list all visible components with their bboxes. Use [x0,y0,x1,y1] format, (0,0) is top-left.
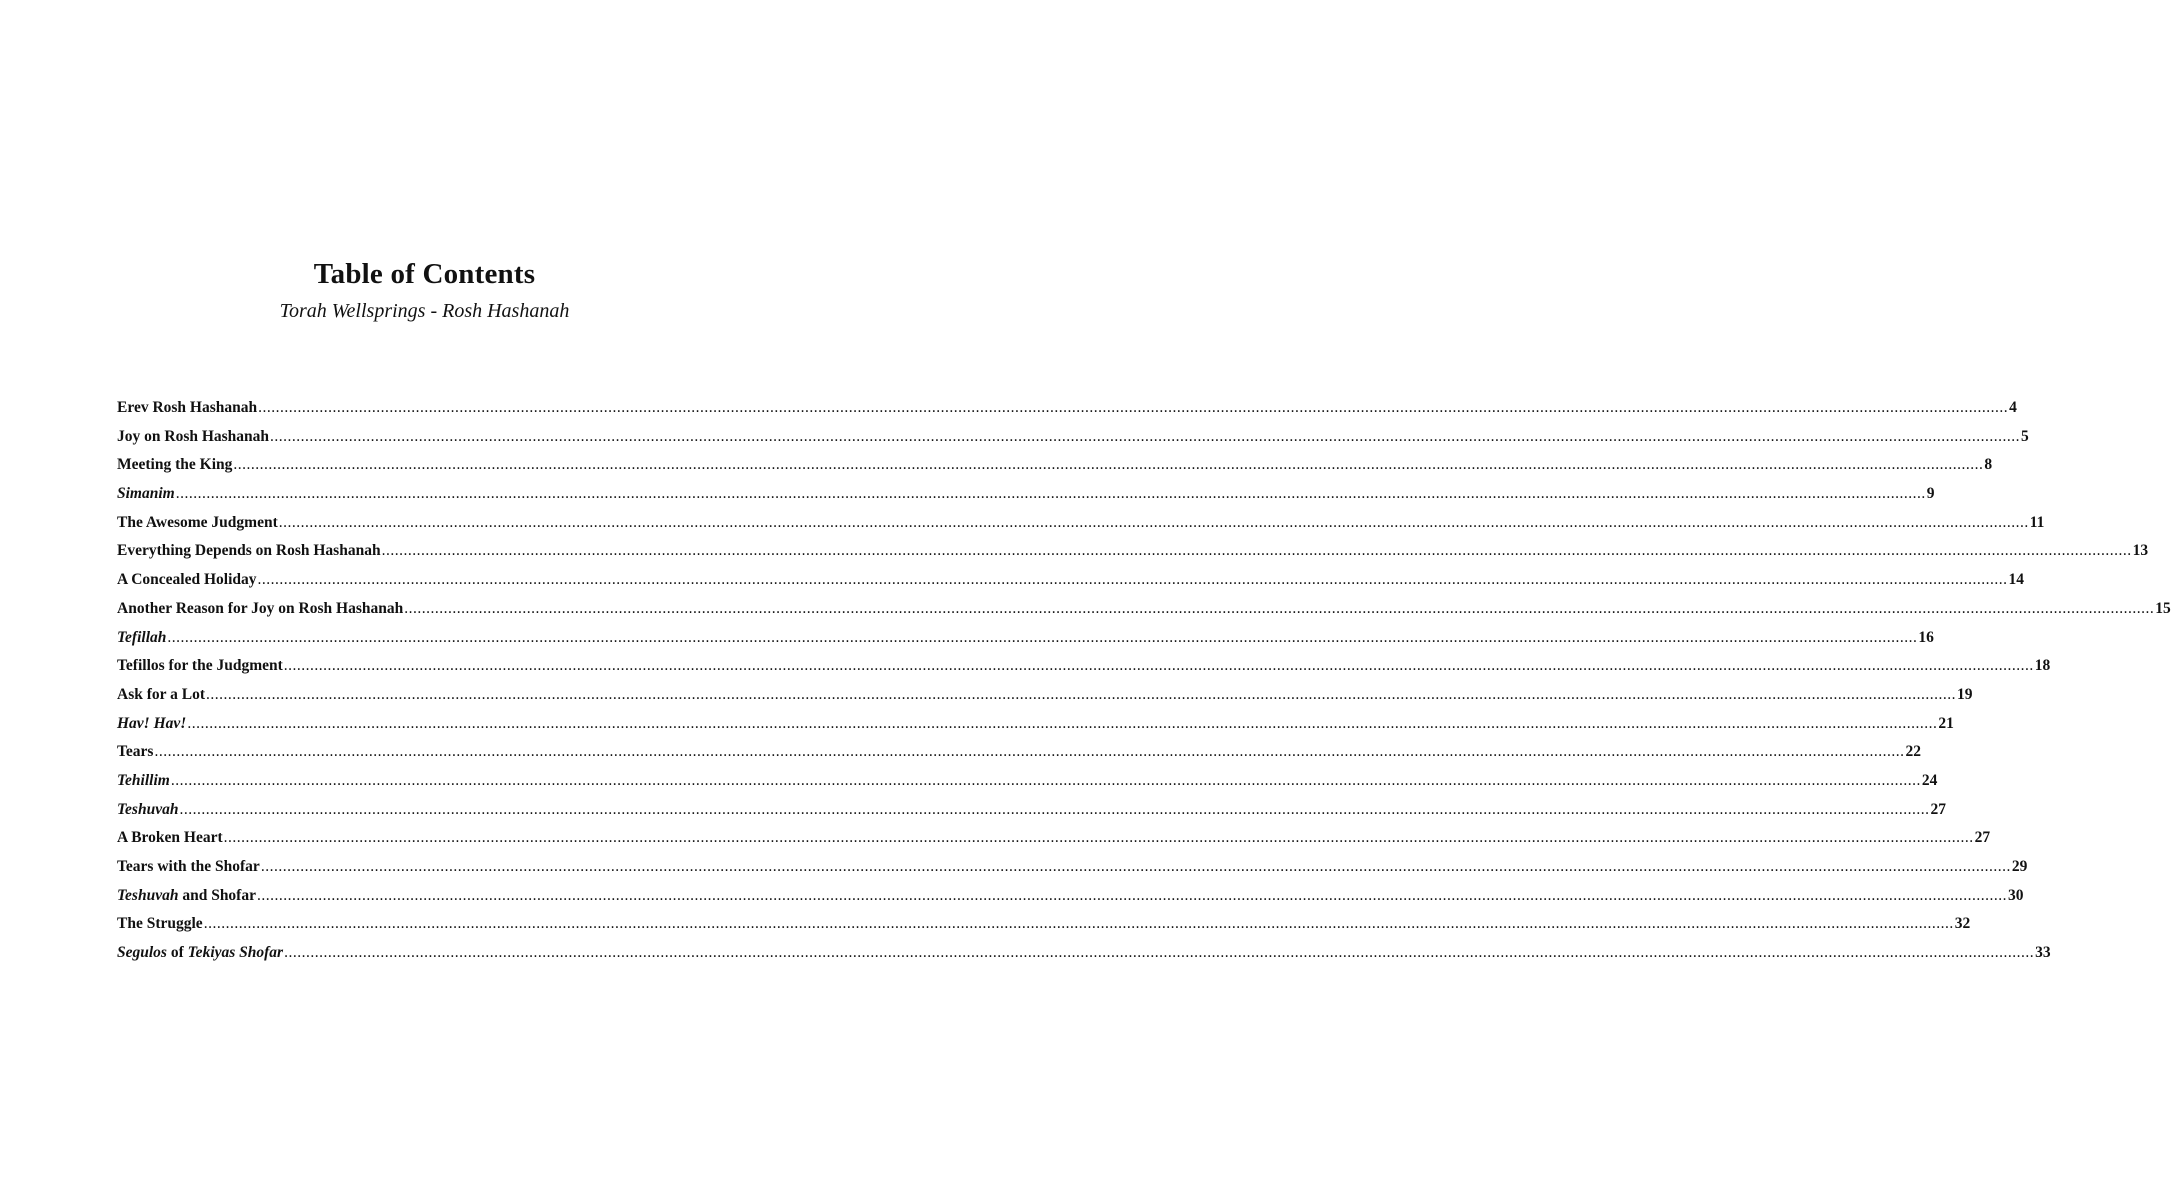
dot-leader: ................................................................................................................................................................................................................................................................................................................................................................................................................ [223,829,1974,847]
toc-page-number: 29 [2011,858,2028,875]
toc-entry-title [117,514,278,532]
toc-entry-title [117,801,178,819]
toc-entry-title-text: Joy on Rosh Hashanah [117,427,270,445]
toc-entry[interactable] [117,427,2029,457]
toc-entry-title-text: Tears with the Shofar [117,858,260,875]
toc-page-number: 24 [1921,771,1938,789]
toc-entry[interactable] [117,456,1993,485]
toc-page-number: 18 [2034,657,2051,675]
toc-entry-title [117,428,269,446]
toc-entry-title-text: Tefillos for the Judgment [117,657,283,675]
toc-entry-title [117,629,166,647]
toc-entry[interactable] [117,886,2024,916]
toc-entry[interactable] [117,657,2051,686]
toc-page-number: 30 [2007,886,2024,904]
toc-entry-title-text: Ask for a Lot [117,685,205,703]
dot-leader: ................................................................................................................................................................................................................................................................................................................................................................................................................ [256,886,2007,904]
toc-entry-title-text: Erev Rosh Hashanah [117,399,258,416]
toc-entry-title-text: A Concealed Holiday [117,571,257,589]
toc-entry-title-text: Meeting the King [117,456,233,474]
toc-page-number: 32 [1954,915,1971,933]
dot-leader: ................................................................................................................................................................................................................................................................................................................................................................................................................ [205,685,1956,703]
dot-leader: ................................................................................................................................................................................................................................................................................................................................................................................................................ [278,513,2029,531]
toc-entry[interactable] [117,571,2025,600]
toc-entry[interactable] [117,771,1938,801]
toc-entry[interactable] [117,829,1991,858]
toc-page-number: 22 [1905,743,1921,761]
toc-entry-title [117,399,257,417]
toc-entry-title [117,485,175,503]
toc-entry-title [117,829,223,847]
toc-entry[interactable] [117,714,1954,744]
toc-entry-title [117,887,256,905]
toc-entry-title [117,542,381,560]
toc-entry-title [117,715,186,733]
toc-entry-title-text: Everything Depends on Rosh Hashanah [117,542,381,560]
dot-leader: ................................................................................................................................................................................................................................................................................................................................................................................................................ [167,628,1918,646]
toc-page-number: 21 [1938,714,1954,732]
toc-entry[interactable] [117,858,2028,887]
toc-entry-title [117,743,153,761]
toc-page-number: 19 [1956,685,1973,703]
toc-entry-title-text: A Broken Heart [117,829,223,847]
dot-leader: ................................................................................................................................................................................................................................................................................................................................................................................................................ [233,456,1984,474]
toc-entry[interactable] [117,599,2171,629]
toc-page-number: 15 [2155,599,2171,617]
toc-entry-title-italic: Tehillim [117,771,170,789]
page-subtitle: Torah Wellsprings - Rosh Hashanah [279,300,570,322]
toc-entry-title [117,571,257,589]
toc-entry-title-italic: Segulos [117,944,167,962]
toc-entry-title-italic: Teshuvah [117,886,179,904]
toc-page-number: 16 [1918,628,1934,646]
toc-entry-title-text: of [166,944,188,962]
toc-entry[interactable] [117,800,1946,830]
toc-page-number: 27 [1930,800,1946,818]
toc-entry[interactable] [117,542,2149,571]
toc-entry[interactable] [117,485,1935,514]
toc-entry-title-text: and Shofar [178,886,256,904]
toc-page-number: 9 [1926,485,1935,503]
dot-leader: ................................................................................................................................................................................................................................................................................................................................................................................................................ [175,485,1926,503]
toc-entry[interactable] [117,628,1934,658]
toc-page-number: 13 [2132,542,2149,560]
dot-leader: ................................................................................................................................................................................................................................................................................................................................................................................................................ [404,599,2155,617]
dot-leader: ................................................................................................................................................................................................................................................................................................................................................................................................................ [170,771,1921,789]
dot-leader: ................................................................................................................................................................................................................................................................................................................................................................................................................ [270,427,2021,445]
toc-entry-title [117,657,283,675]
dot-leader: ................................................................................................................................................................................................................................................................................................................................................................................................................ [154,743,1905,761]
toc-entry-title [117,915,203,933]
toc-entry[interactable] [117,915,1971,944]
toc-entry-title [117,944,283,962]
toc-entry-title-text: Another Reason for Joy on Rosh Hashanah [117,599,404,617]
toc-entry-title-italic: Simanim [117,485,175,503]
toc-entry[interactable] [117,685,1973,715]
toc-entry[interactable] [117,743,1921,772]
toc-page-number: 27 [1974,829,1991,847]
dot-leader: ................................................................................................................................................................................................................................................................................................................................................................................................................ [284,944,2035,962]
dot-leader: ................................................................................................................................................................................................................................................................................................................................................................................................................ [258,399,2009,416]
toc-entry-title-italic: Hav! Hav! [117,714,187,732]
toc-entry-title-text: The Struggle [117,915,203,933]
dot-leader: ................................................................................................................................................................................................................................................................................................................................................................................................................ [260,858,2011,875]
toc-page-number: 4 [2009,399,2017,416]
dot-leader: ................................................................................................................................................................................................................................................................................................................................................................................................................ [381,542,2132,560]
toc-entry-title-italic: Teshuvah [117,800,179,818]
toc-entry-title-italic: Tekiyas Shofar [187,944,284,962]
toc-entry-title [117,456,232,474]
page-title: Table of Contents [313,258,536,290]
toc-entry-title-text: Tears [117,743,154,761]
table-of-contents [117,399,2171,973]
toc-entry[interactable] [117,399,2017,428]
toc-page-number: 5 [2021,427,2029,445]
toc-entry[interactable] [117,513,2045,543]
toc-entry[interactable] [117,944,2051,973]
toc-page-number: 11 [2029,513,2045,531]
toc-page-number: 33 [2035,944,2051,962]
toc-entry-title [117,600,403,618]
toc-entry-title-text: The Awesome Judgment [117,513,278,531]
toc-entry-title [117,772,170,790]
toc-page-number: 8 [1984,456,1993,474]
dot-leader: ................................................................................................................................................................................................................................................................................................................................................................................................................ [283,657,2034,675]
toc-entry-title-italic: Tefillah [117,628,167,646]
dot-leader: ................................................................................................................................................................................................................................................................................................................................................................................................................ [257,571,2008,589]
toc-page-number: 14 [2008,571,2025,589]
toc-entry-title [117,858,260,876]
dot-leader: ................................................................................................................................................................................................................................................................................................................................................................................................................ [187,714,1938,732]
dot-leader: ................................................................................................................................................................................................................................................................................................................................................................................................................ [203,915,1954,933]
dot-leader: ................................................................................................................................................................................................................................................................................................................................................................................................................ [179,800,1930,818]
toc-entry-title [117,686,205,704]
